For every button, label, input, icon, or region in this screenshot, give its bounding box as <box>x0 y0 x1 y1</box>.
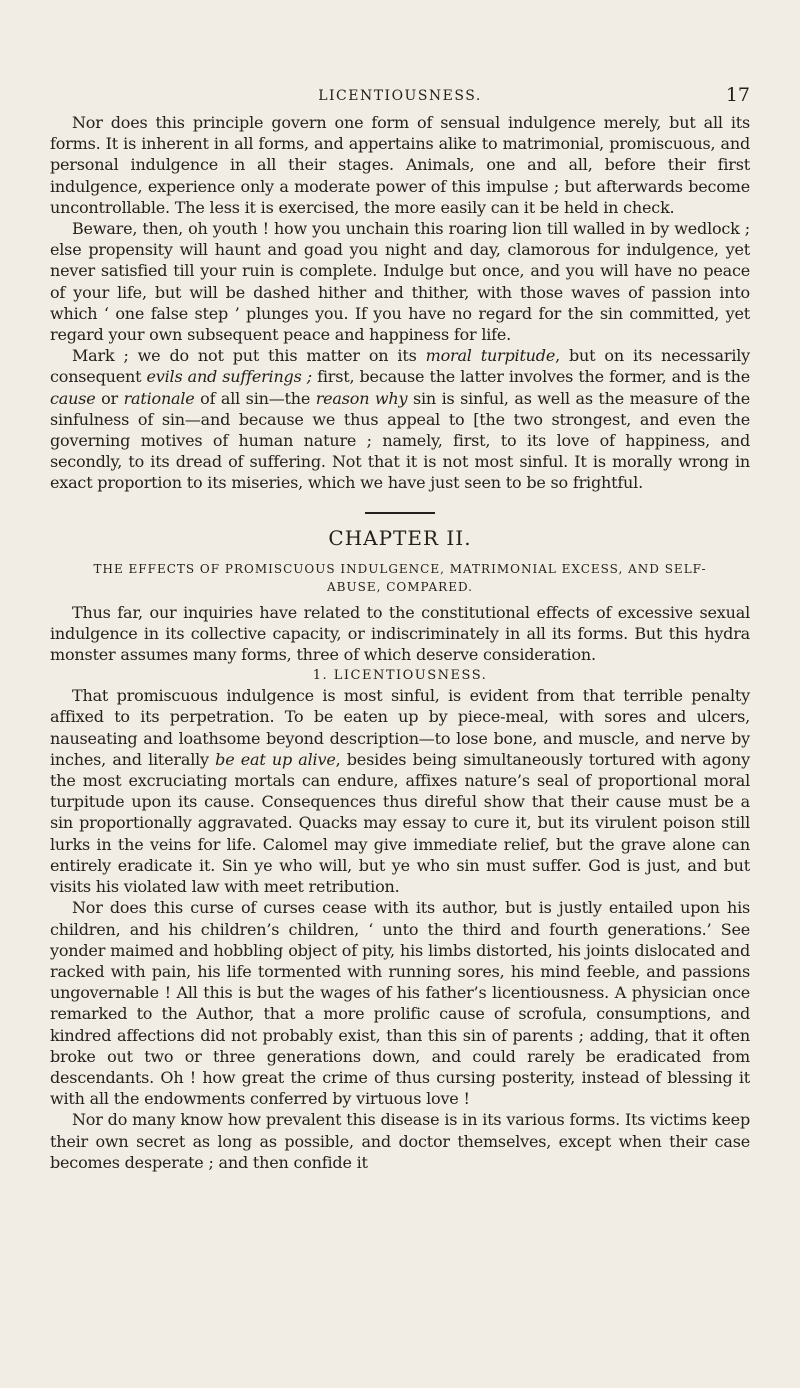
section-heading: 1. LICENTIOUSNESS. <box>312 668 488 684</box>
paragraph-1: Nor does this principle govern one form of sensual indulgence merely, but all its forms. It is inherent in all forms, and appertains alike to matrimonial, promiscuous, and personal indulgence in all their stages. Animals, one and all, before their first indulgence, experience only a moderate power of this impulse ; but afterwards become uncontrollable. The less it is exercised, the more easily can it be held in check. <box>50 113 750 217</box>
section-divider <box>365 512 435 514</box>
body-text <box>50 112 750 1173</box>
running-head <box>50 84 750 112</box>
chapter-title: CHAPTER II. <box>328 525 472 550</box>
running-head-title: LICENTIOUSNESS. <box>318 88 482 104</box>
chapter-subtitle: THE EFFECTS OF PROMISCUOUS INDULGENCE, MATRIMONIAL EXCESS, AND SELF-ABUSE, COMPARED. <box>93 561 707 594</box>
book-page <box>50 84 751 1173</box>
paragraph-7: Nor do many know how prevalent this disease is in its various forms. Its victims keep their own secret as long as possible, and doctor themselves, except when their case becomes desperate ; and then confide it <box>50 1110 750 1172</box>
paragraph-4: Thus far, our inquiries have related to the constitutional effects of excessive sexual indulgence in its collective capacity, or indiscriminately in all its forms. But this hydra monster assumes many forms, three of which deserve consideration. <box>50 602 750 665</box>
paragraph-6: Nor does this curse of curses cease with its author, but is justly entailed upon his children, and his children’s children, ‘ unto the third and fourth generations.’ See yonder maimed and hobbling object of pity, his limbs distorted, his joints dislocated and racked with pain, his life tormented with running sores, his mind feeble, and passions ungovernable ! All this is but the wages of his father’s licentiousness. A physician once remarked to the Author, that a more prolific cause of scrofula, consumptions, and kindred affections did not probably exist, than this sin of parents ; adding, that it often broke out two or three generations down, and could rarely be eradicated from descendants. Oh ! how great the crime of thus cursing posterity, instead of blessing it with all the endowments conferred by virtuous love ! <box>50 898 750 1109</box>
paragraph-2: Beware, then, oh youth ! how you unchain this roaring lion till walled in by wedlock ; else propensity will haunt and goad you night and day, clamorous for indulgence, yet never satisfied till your ruin is complete. Indulge but once, and you will have no peace of your life, but will be dashed hither and thither, with those waves of passion into which ‘ one false step ’ plunges you. If you have no regard for the sin committed, yet regard your own subsequent peace and happiness for life. <box>50 219 750 345</box>
paragraph-5: That promiscuous indulgence is most sinful, is evident from that terrible penalty affixed to its perpetration. To be eaten up by piece-meal, with sores and ulcers, nauseating and loathsome beyond description—to lose bone, and muscle, and nerve by inches, and literally be eat up alive, besides being simultaneously tortured with agony the most excruciating mortals can endure, affixes nature’s seal of proportional moral turpitude upon its cause. Consequences thus direful show that their cause must be a sin proportionally aggravated. Quacks may essay to cure it, but its virulent poison still lurks in the veins for life. Calomel may give immediate relief, but the grave alone can entirely eradicate it. Sin ye who will, but ye who sin must suffer. God is just, and but visits his violated law with meet retribution. <box>50 686 750 897</box>
paragraph-3: Mark ; we do not put this matter on its moral turpitude, but on its necessarily consequent evils and sufferings ; first, because the latter involves the former, and is the cause or rationale of all sin—the reason why sin is sinful, as well as the measure of the sinfulness of sin—and because we thus appeal to [the two strongest, and even the governing motives of human nature ; namely, first, to its love of happiness, and secondly, to its dread of suffering. Not that it is not most sinful. It is morally wrong in exact proportion to its miseries, which we have just seen to be so frightful. <box>50 346 751 493</box>
page-number: 17 <box>725 84 750 106</box>
